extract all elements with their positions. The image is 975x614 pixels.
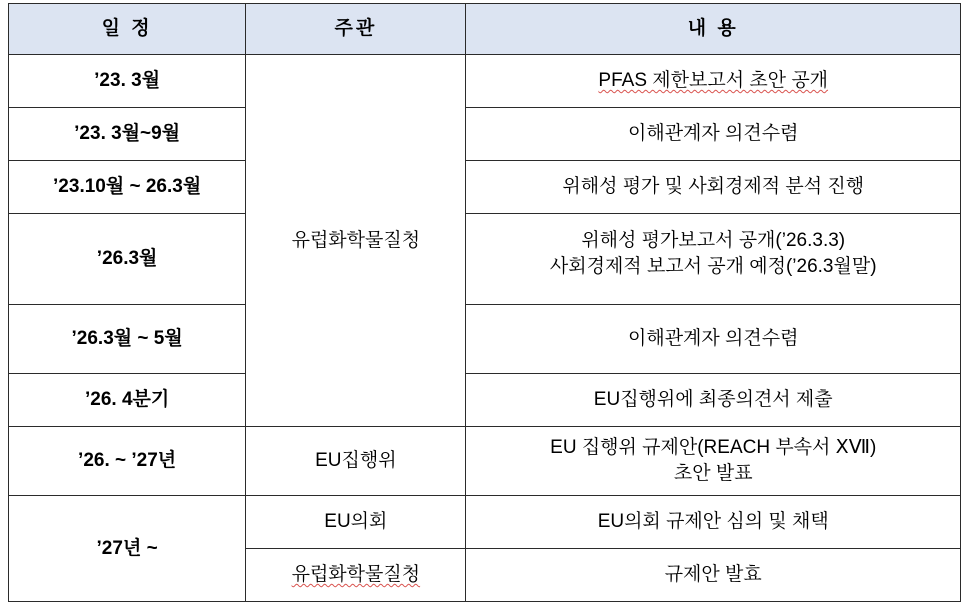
cell-date: ’23.10월 ~ 26.3월	[9, 161, 246, 214]
cell-organizer: 유럽화학물질청	[246, 55, 466, 427]
cell-date: ’26.3월	[9, 214, 246, 305]
content-line-2: 사회경제적 보고서 공개 예정(’26.3월말)	[549, 256, 877, 277]
table-row	[9, 161, 961, 214]
table-row	[9, 496, 961, 549]
cell-date: ’26. 4분기	[9, 374, 246, 427]
table-body	[9, 55, 961, 602]
cell-content	[466, 214, 961, 305]
content-line-1: EU 집행위 규제안(REACH 부속서 ⅩⅦ)	[550, 437, 877, 459]
cell-date: ’27년 ~	[9, 496, 246, 602]
cell-content: EU집행위에 최종의견서 제출	[466, 374, 961, 427]
cell-date: ’23. 3월	[9, 55, 246, 108]
cell-content	[466, 427, 961, 496]
column-header-content: 내 용	[466, 4, 961, 55]
cell-content: 이해관계자 의견수렴	[466, 305, 961, 374]
cell-date: ’26.3월 ~ 5월	[9, 305, 246, 374]
cell-date: ’26. ~ ’27년	[9, 427, 246, 496]
cell-content	[466, 55, 961, 108]
cell-organizer	[246, 549, 466, 602]
table-header	[9, 4, 961, 55]
table-row	[9, 305, 961, 374]
cell-content: 규제안 발효	[466, 549, 961, 602]
cell-organizer: EU집행위	[246, 427, 466, 496]
table-row	[9, 374, 961, 427]
cell-content: 이해관계자 의견수렴	[466, 108, 961, 161]
table-row	[9, 108, 961, 161]
cell-organizer: EU의회	[246, 496, 466, 549]
schedule-table	[8, 3, 961, 602]
table-header-row	[9, 4, 961, 55]
content-text-wavy: PFAS 제한보고서 초안 공개	[598, 70, 829, 92]
cell-content: EU의회 규제안 심의 및 채택	[466, 496, 961, 549]
column-header-organizer: 주관	[246, 4, 466, 55]
content-line-1: 위해성 평가보고서 공개(’26.3.3)	[581, 230, 846, 252]
table-row	[9, 427, 961, 496]
organizer-text-wavy: 유럽화학물질청	[291, 564, 421, 586]
column-header-date: 일 정	[9, 4, 246, 55]
content-line-2: 초안 발표	[673, 463, 753, 484]
table-row	[9, 55, 961, 108]
content-spacer	[470, 280, 956, 290]
table-row	[9, 214, 961, 305]
cell-date: ’23. 3월~9월	[9, 108, 246, 161]
cell-content: 위해성 평가 및 사회경제적 분석 진행	[466, 161, 961, 214]
